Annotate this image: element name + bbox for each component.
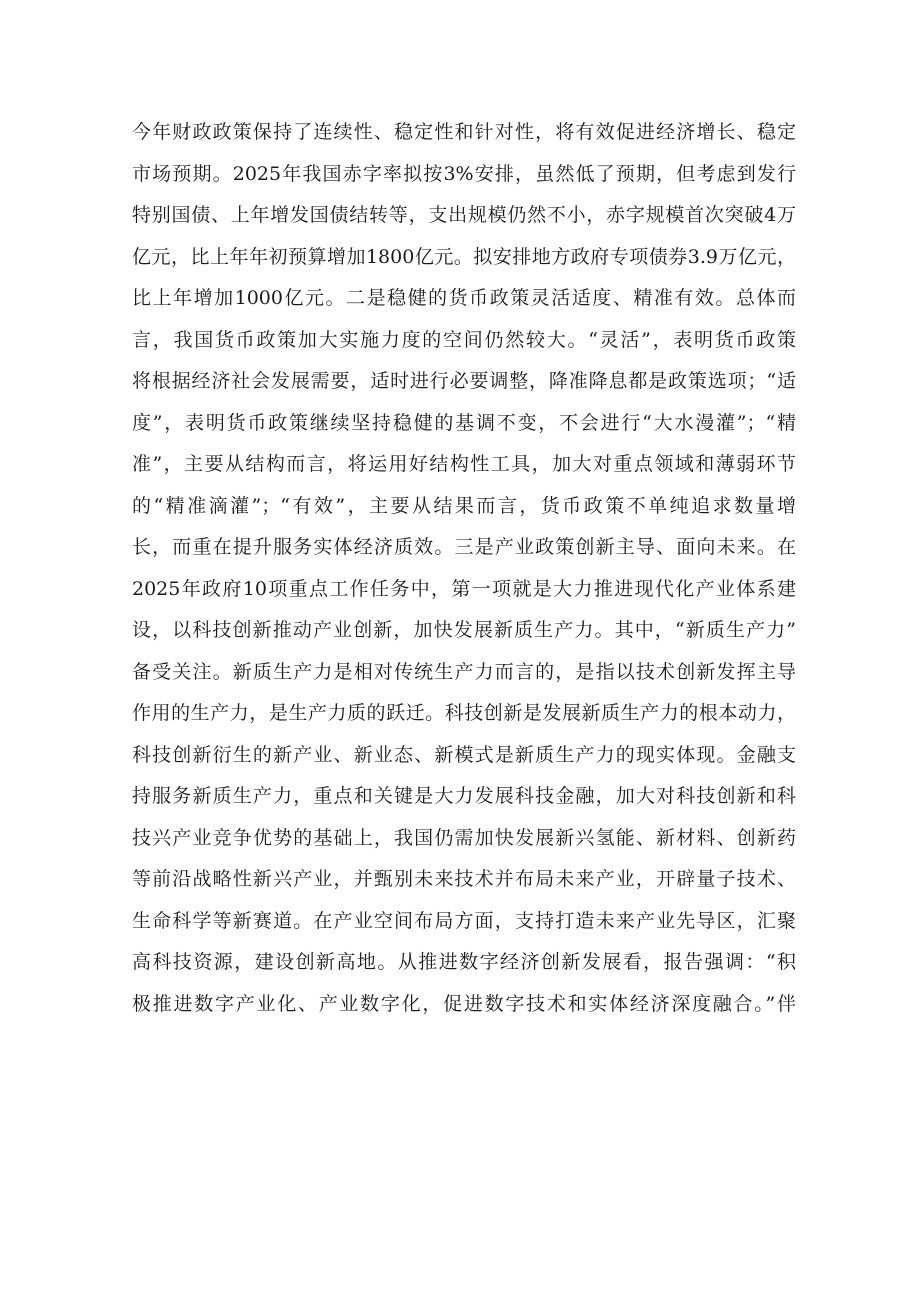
text-line: 极推进数字产业化、产业数字化，促进数字技术和实体经济深度融合。”伴 (132, 992, 796, 1015)
body-text (132, 112, 796, 1025)
text-line: 比上年增加1000亿元。二是稳健的货币政策灵活适度、精准有效。总体而 (132, 287, 796, 309)
text-line: 市场预期。2025年我国赤字率拟按3%安排，虽然低了预期，但考虑到发行 (132, 162, 796, 185)
text-line: 的“精准滴灌”；“有效”，主要从结果而言，货币政策不单纯追求数量增 (132, 494, 796, 517)
text-line: 等前沿战略性新兴产业，并甄别未来技术并布局未来产业，开辟量子技术、 (132, 868, 796, 890)
text-line: 特别国债、上年增发国债结转等，支出规模仍然不小，赤字规模首次突破4万 (132, 204, 796, 226)
text-line: 准”，主要从结构而言，将运用好结构性工具，加大对重点领域和薄弱环节 (132, 453, 796, 475)
text-line: 作用的生产力，是生产力质的跃迁。科技创新是发展新质生产力的根本动力， (132, 702, 796, 724)
text-line: 将根据经济社会发展需要，适时进行必要调整，降准降息都是政策选项；“适 (132, 370, 796, 392)
text-line: 技兴产业竞争优势的基础上，我国仍需加快发展新兴氢能、新材料、创新药 (132, 826, 796, 849)
text-line: 科技创新衍生的新产业、新业态、新模式是新质生产力的现实体现。金融支 (132, 743, 796, 766)
text-line: 2025年政府10项重点工作任务中，第一项就是大力推进现代化产业体系建 (132, 577, 796, 600)
text-line: 亿元，比上年年初预算增加1800亿元。拟安排地方政府专项债券3.9万亿元， (132, 245, 796, 268)
text-line: 长，而重在提升服务实体经济质效。三是产业政策创新主导、面向未来。在 (132, 536, 796, 558)
text-line: 生命科学等新赛道。在产业空间布局方面，支持打造未来产业先导区，汇聚 (132, 909, 796, 932)
text-line: 度”，表明货币政策继续坚持稳健的基调不变，不会进行“大水漫灌”；“精 (132, 411, 796, 434)
text-line: 高科技资源，建设创新高地。从推进数字经济创新发展看，报告强调：“积 (132, 951, 796, 973)
text-line: 备受关注。新质生产力是相对传统生产力而言的，是指以技术创新发挥主导 (132, 660, 796, 683)
text-line: 今年财政政策保持了连续性、稳定性和针对性，将有效促进经济增长、稳定 (132, 121, 796, 143)
text-line: 持服务新质生产力，重点和关键是大力发展科技金融，加大对科技创新和科 (132, 785, 796, 807)
text-line: 设，以科技创新推动产业创新，加快发展新质生产力。其中，“新质生产力” (132, 619, 796, 641)
text-line: 言，我国货币政策加大实施力度的空间仍然较大。“灵活”，表明货币政策 (132, 328, 796, 351)
